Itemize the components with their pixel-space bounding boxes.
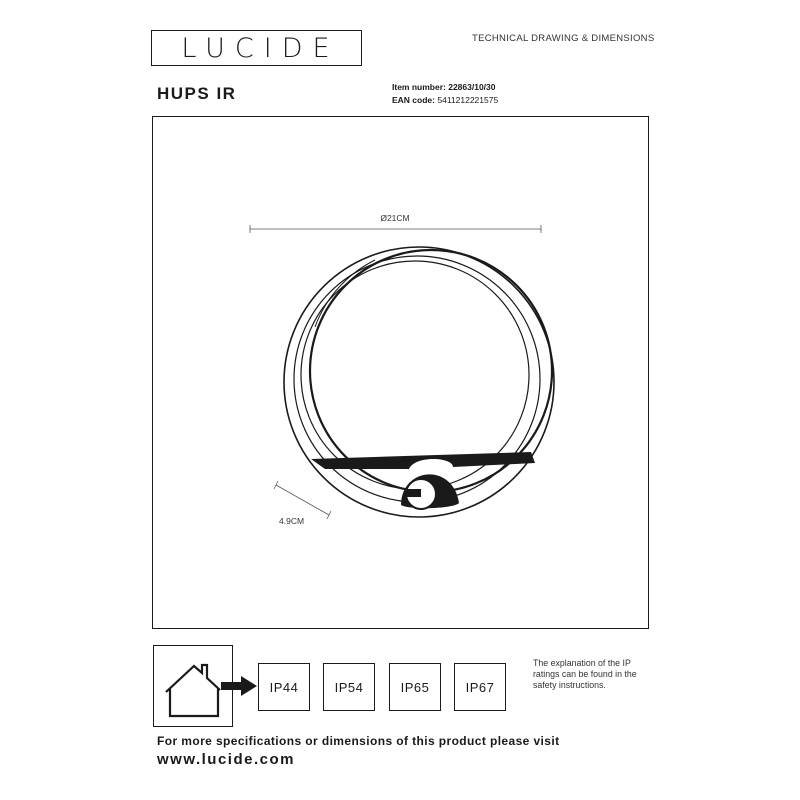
ean-code-value: 5411212221575 — [437, 95, 499, 105]
header-caption: TECHNICAL DRAWING & DIMENSIONS — [472, 33, 655, 44]
ip-rating-ip67: IP67 — [454, 663, 506, 711]
item-number-row — [392, 82, 496, 92]
ip-rating-ip65: IP65 — [389, 663, 441, 711]
diameter-label: Ø21CM — [380, 213, 410, 223]
depth-dimension-line — [276, 485, 329, 515]
ip-rating-ip44: IP44 — [258, 663, 310, 711]
ean-code-label: EAN code: — [392, 95, 435, 105]
item-number-value: 22863/10/30 — [448, 82, 496, 92]
footer-text: For more specifications or dimensions of this product please visit — [157, 734, 560, 748]
brand-logo — [151, 30, 362, 66]
item-number-label: Item number: — [392, 82, 446, 92]
product-name: HUPS IR — [157, 84, 237, 103]
ean-code-row — [392, 95, 498, 105]
lamp-drawing — [153, 117, 650, 630]
arrow-right-icon — [221, 676, 261, 696]
website-link[interactable]: www.lucide.com — [157, 751, 295, 768]
ip-rating-note: The explanation of the IP ratings can be found in the safety instructions. — [533, 658, 637, 690]
depth-label: 4.9CM — [279, 516, 305, 526]
ip-rating-ip54: IP54 — [323, 663, 375, 711]
sensor-window — [407, 489, 421, 497]
logo-text: LUCIDE — [181, 32, 340, 64]
technical-drawing — [152, 116, 649, 629]
